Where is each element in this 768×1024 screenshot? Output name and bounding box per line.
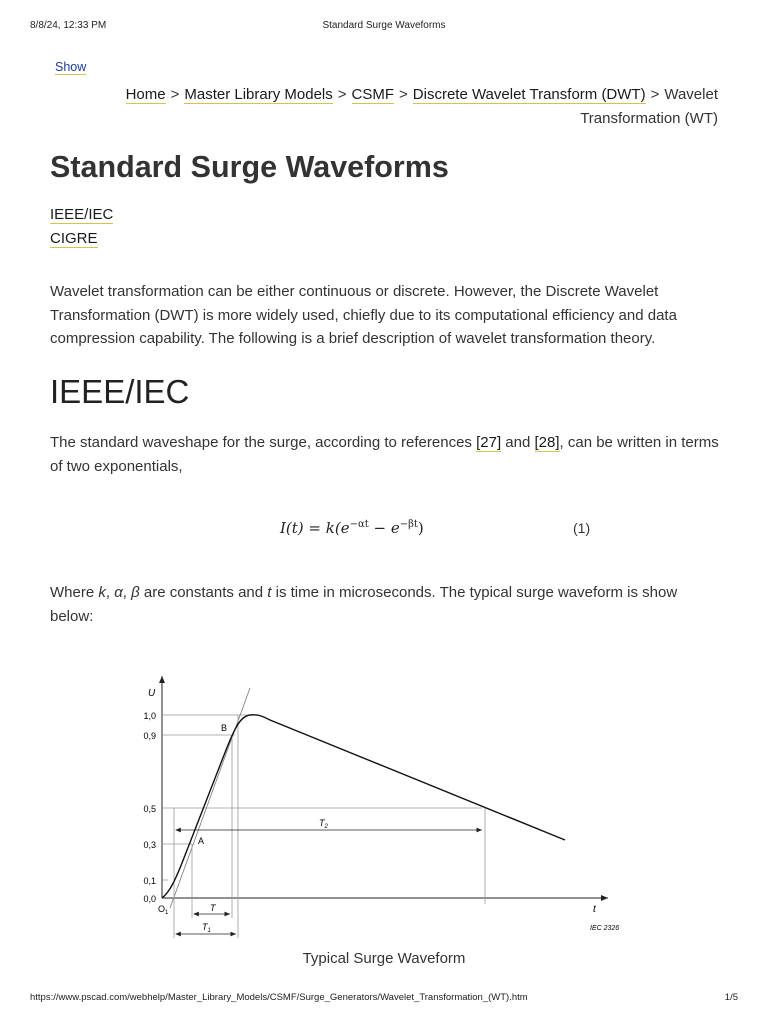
print-page-number: 1/5 [724,992,738,1003]
constant-beta: β [131,584,140,601]
breadcrumb-separator: > [399,86,408,103]
constant-alpha: α [114,584,123,601]
page-title: Standard Surge Waveforms [50,150,449,184]
surge-curve [162,715,565,898]
y-tick-label: 0,5 [143,804,156,814]
constants-text-end: is time in microseconds. The typical surge waveform is show below: [50,584,678,625]
toc-link-cigre[interactable]: CIGRE [50,230,98,247]
y-tick-label: 1,0 [143,711,156,721]
waveshape-paragraph [50,431,720,478]
intro-paragraph: Wavelet transformation can be either continuous or discrete. However, the Discrete Wavelet Transformation (DWT) is more widely used, chiefly due to its computational efficiency and data compression capability. The following is a brief description of wavelet transformation theory. [50,283,677,347]
breadcrumb-current-1: Wavelet [664,86,718,103]
equation-rhs: ) [417,519,424,537]
y-tick-label: 0,9 [143,731,156,741]
t2-letter: T [319,818,325,828]
surge-waveform-diagram [130,668,640,944]
t2-label [319,818,329,830]
equation-number: (1) [573,520,591,536]
constants-text-start: Where [50,584,99,601]
surge-equation [280,519,424,537]
origin-subscript: 1 [165,910,169,916]
equation-exp-alpha: −αt [349,519,369,530]
dimension-lines [174,715,485,938]
t-label: T [210,903,216,913]
y-tick-label: 0,0 [143,894,156,904]
print-page-title: Standard Surge Waveforms [322,20,446,31]
breadcrumb-current-2: Transformation (WT) [580,110,718,127]
breadcrumb [100,83,718,131]
x-axis-label: t [593,904,596,915]
breadcrumb-separator: > [650,86,660,103]
constants-text-mid: are constants and [139,584,268,601]
point-b-label: B [221,723,228,733]
print-date: 8/8/24, 12:33 PM [30,20,107,31]
constant-k: k [98,584,106,601]
origin-label [158,904,169,916]
surge-waveform-figure [130,668,640,944]
waveshape-text-end: , can be written in terms of two exponentials, [50,434,719,475]
t1-letter: T [202,922,208,932]
t2-subscript: 2 [324,824,328,830]
breadcrumb-csmf-link[interactable]: CSMF [351,86,395,103]
y-tick-label: 0,1 [143,876,156,886]
breadcrumb-dwt-link[interactable]: Discrete Wavelet Transform (DWT) [412,86,646,103]
origin-letter: O [158,904,166,914]
y-tick-labels [143,711,156,904]
print-header [0,0,768,40]
equation-lhs: I(t) = k(e [280,519,350,537]
section-heading-ieee-iec: IEEE/IEC [50,373,190,410]
constants-paragraph [50,581,720,628]
table-of-contents [50,203,113,251]
breadcrumb-home-link[interactable]: Home [125,86,166,103]
waveshape-text-start: The standard waveshape for the surge, according to references [50,434,477,451]
reference-27-link[interactable]: [27] [476,434,502,451]
equation-exp-beta: −βt [399,519,418,530]
print-url: https://www.pscad.com/webhelp/Master_Library_Models/CSMF/Surge_Generators/Wavelet_Transformation_(WT).htm [30,992,528,1003]
y-axis-label: U [148,688,156,699]
t1-label [202,922,211,934]
variable-t: t [267,584,272,601]
y-tick-label: 0,3 [143,840,156,850]
toc-link-ieee-iec[interactable]: IEEE/IEC [50,206,114,223]
breadcrumb-separator: > [337,86,347,103]
reference-28-link[interactable]: [28] [534,434,560,451]
separator-comma: , [122,584,132,601]
iec-source-mark: IEC 2326 [590,925,620,932]
show-link[interactable]: Show [55,60,87,74]
t1-subscript: 1 [207,928,211,934]
separator-comma: , [105,584,115,601]
point-a-label: A [198,836,205,846]
breadcrumb-master-library-link[interactable]: Master Library Models [184,86,333,103]
breadcrumb-separator: > [170,86,180,103]
waveshape-text-mid: and [501,434,535,451]
equation-mid: − e [368,519,400,537]
figure-caption: Typical Surge Waveform [302,950,466,967]
